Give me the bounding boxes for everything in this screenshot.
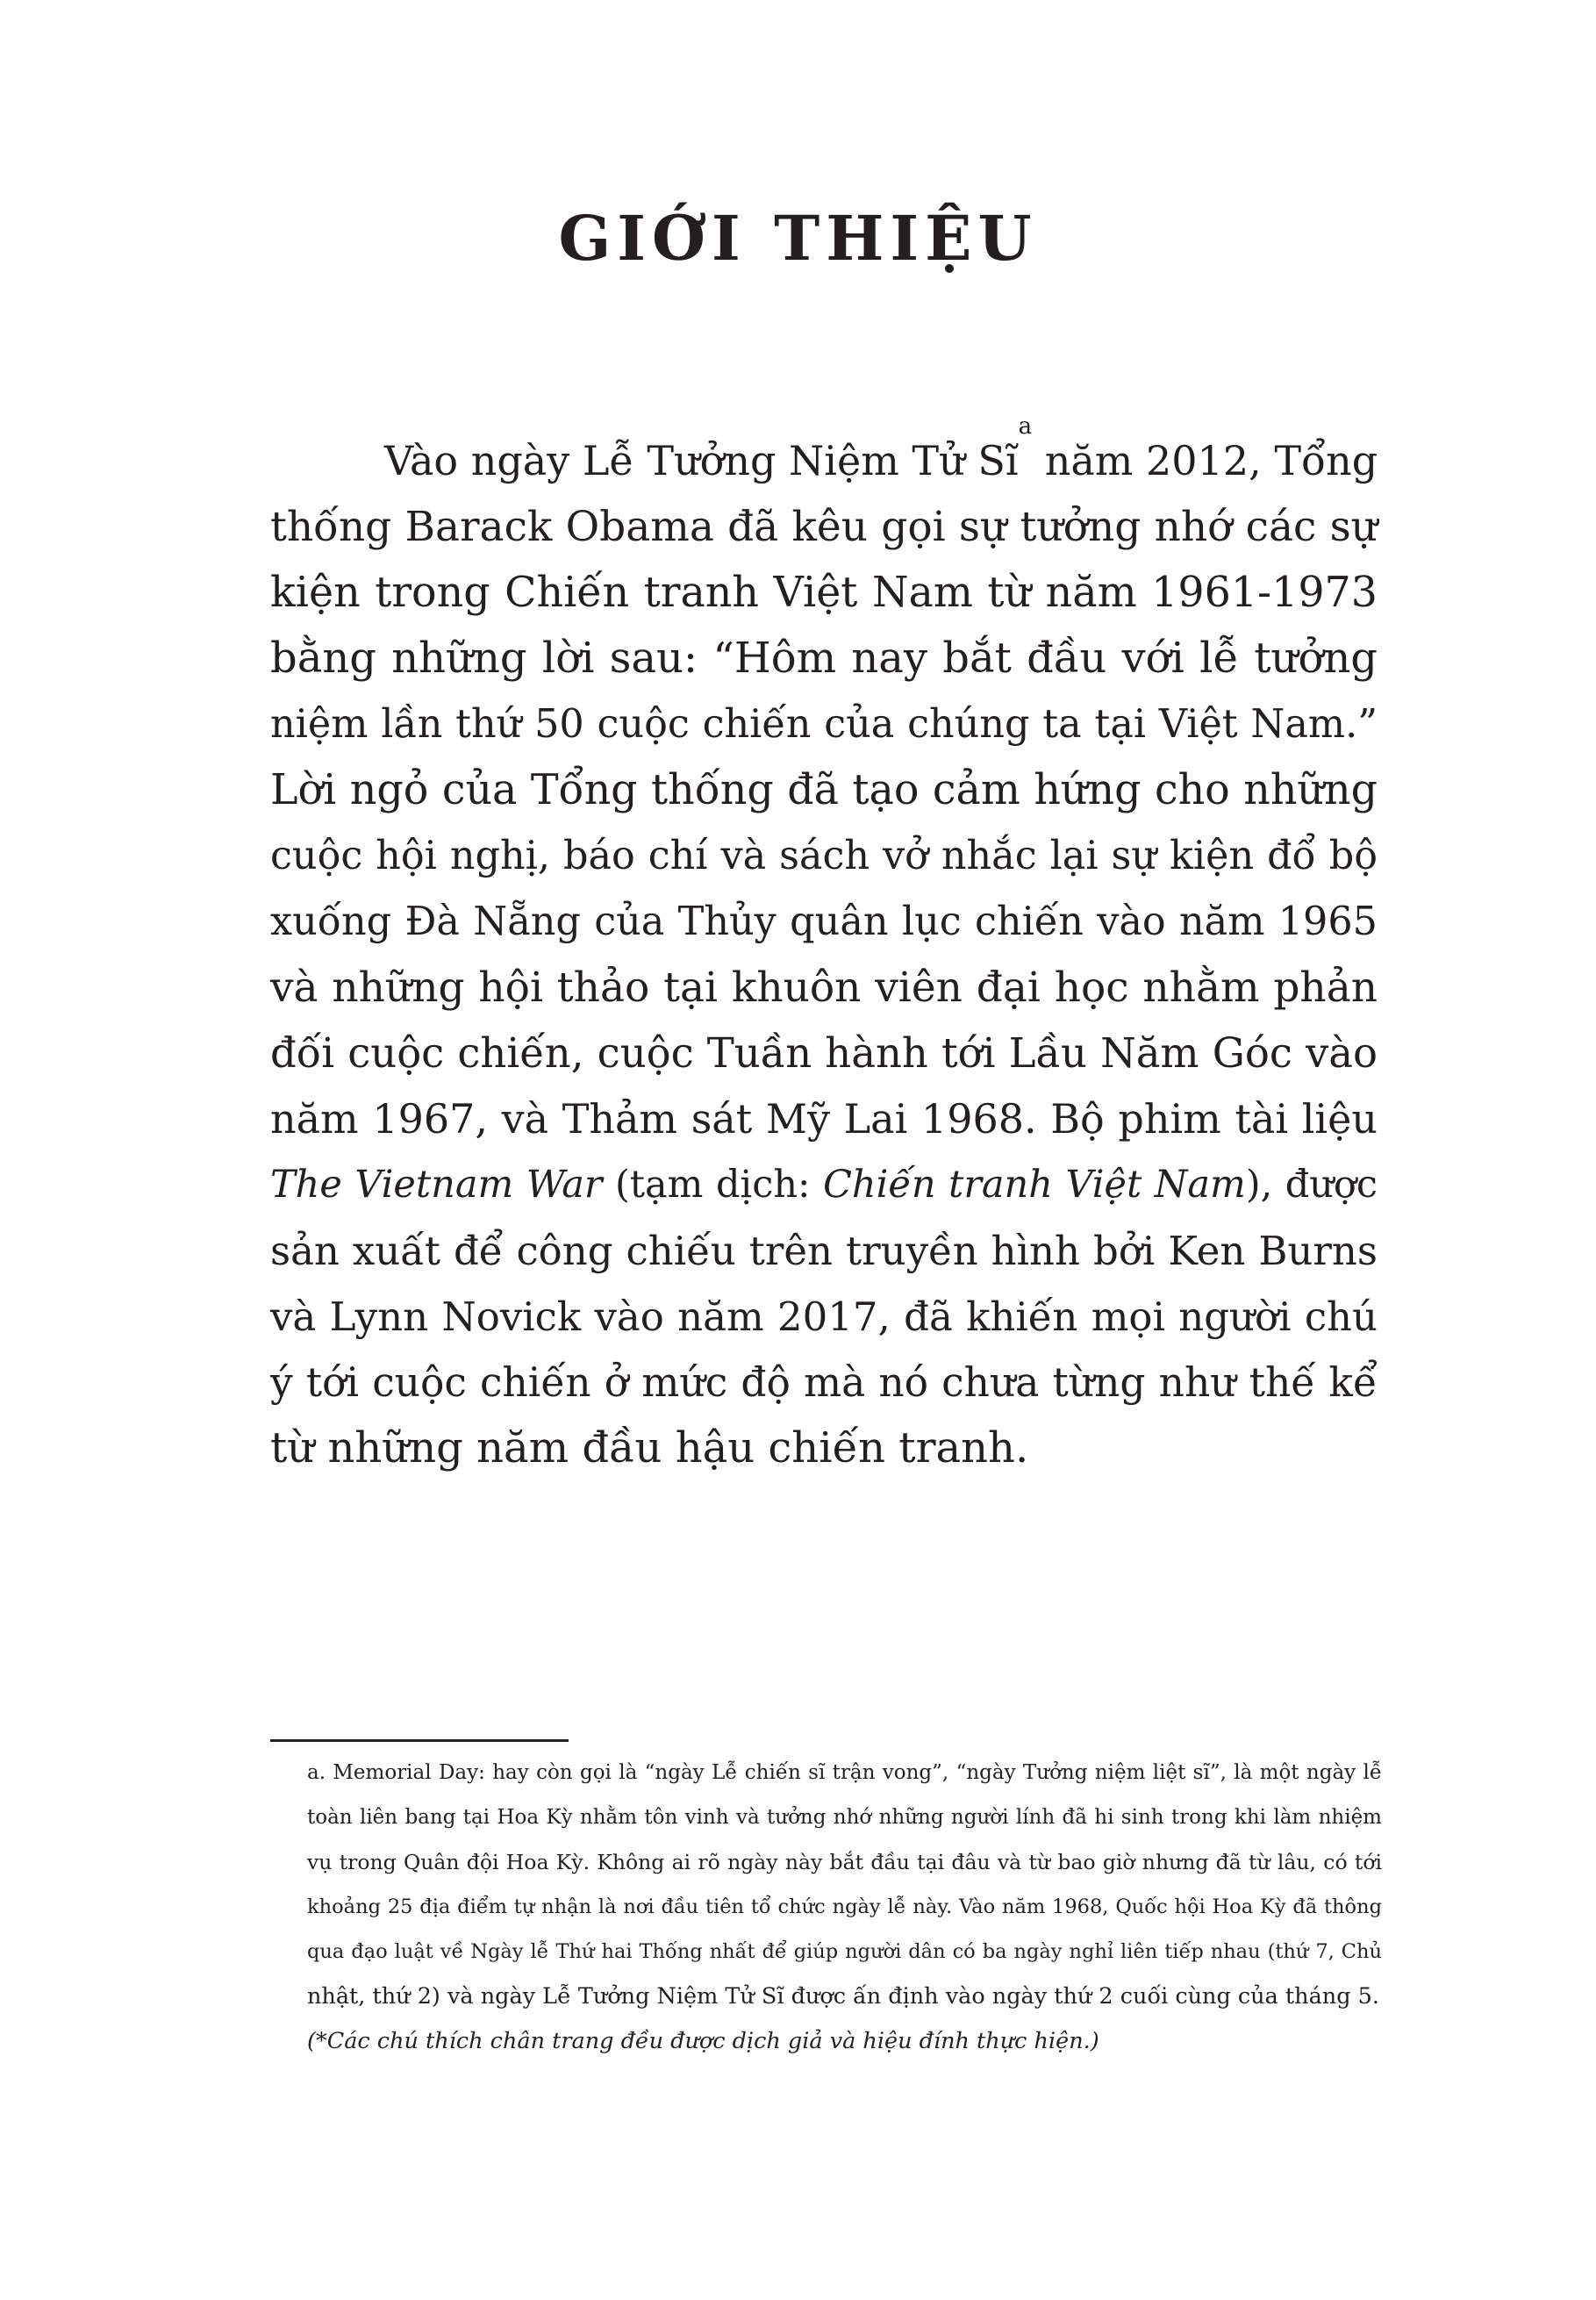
body-text-segment: (tạm dịch: [602,1163,824,1207]
body-line: từ những năm đầu hậu chiến tranh. [270,1423,1029,1472]
body-line: Lời ngỏ của Tổng thống đã tạo cảm hứng cho những [270,766,1378,814]
translator-note: (*Các chú thích chân trang đều được dịch giả và hiệu đính thực hiện.) [307,2028,1099,2054]
footnote-reference[interactable]: a [1018,413,1033,440]
film-title-italic: The Vietnam War [270,1163,603,1207]
body-text-segment: ), được [1245,1163,1378,1207]
footnote-line: vụ trong Quân đội Hoa Kỳ. Không ai rõ ngày này bắt đầu tại đâu và từ bao giờ nhưng đã từ lâu, có tới [307,1850,1382,1874]
footnote-line: a. Memorial Day: hay còn gọi là “ngày Lễ chiến sĩ trận vong”, “ngày Tưởng niệm liệt sĩ”, là một ngày lễ [307,1761,1382,1784]
footnote-line: toàn liên bang tại Hoa Kỳ nhằm tôn vinh và tưởng nhớ những người lính đã hi sinh trong khi làm nhiệm [307,1806,1382,1829]
body-line: thống Barack Obama đã kêu gọi sự tưởng nhớ các sự [270,503,1378,551]
body-line: xuống Đà Nẵng của Thủy quân lục chiến vào năm 1965 [270,899,1378,944]
body-line: và Lynn Novick vào năm 2017, đã khiến mọi người chú [270,1293,1378,1340]
body-line [270,1152,1378,1218]
translated-title-italic: Chiến tranh Việt Nam [823,1163,1246,1207]
body-line: kiện trong Chiến tranh Việt Nam từ năm 1961-1973 [270,569,1378,617]
body-line: sản xuất để công chiếu trên truyền hình bởi Ken Burns [270,1228,1378,1274]
footnote-line: khoảng 25 địa điểm tự nhận là nơi đầu tiên tổ chức ngày lễ này. Vào năm 1968, Quốc hội Hoa Kỳ đã thông [307,1895,1382,1918]
body-line: bằng những lời sau: “Hôm nay bắt đầu với lễ tưởng [270,634,1378,683]
body-line: ý tới cuộc chiến ở mức độ mà nó chưa từng như thế kể [270,1359,1378,1406]
body-line: cuộc hội nghị, báo chí và sách vở nhắc lại sự kiện đổ bộ [270,834,1378,878]
body-line: năm 1967, và Thảm sát Mỹ Lai 1968. Bộ phim tài liệu [270,1095,1378,1143]
footnote [307,1751,1382,2064]
body-line: và những hội thảo tại khuôn viên đại học nhằm phản [270,964,1378,1012]
footnote-line: qua đạo luật về Ngày lễ Thứ hai Thống nhất để giúp người dân có ba ngày nghỉ liên tiếp nhau (thứ 7, Chủ [307,1940,1382,1963]
body-line: niệm lần thứ 50 cuộc chiến của chúng ta tại Việt Nam.” [270,702,1378,747]
chapter-title: GIỚI THIỆU [558,202,1038,275]
body-text-segment: năm 2012, Tổng [1032,437,1378,484]
body-paragraph [270,413,1378,1481]
body-text-segment: Vào ngày Lễ Tưởng Niệm Tử Sĩ [384,437,1019,484]
body-line [270,413,1378,494]
footnote-line: nhật, thứ 2) và ngày Lễ Tưởng Niệm Tử Sĩ được ấn định vào ngày thứ 2 cuối cùng của tháng 5. [307,1983,1379,2010]
body-line: đối cuộc chiến, cuộc Tuần hành tới Lầu Năm Góc vào [270,1029,1378,1077]
footnote-divider [270,1739,569,1742]
